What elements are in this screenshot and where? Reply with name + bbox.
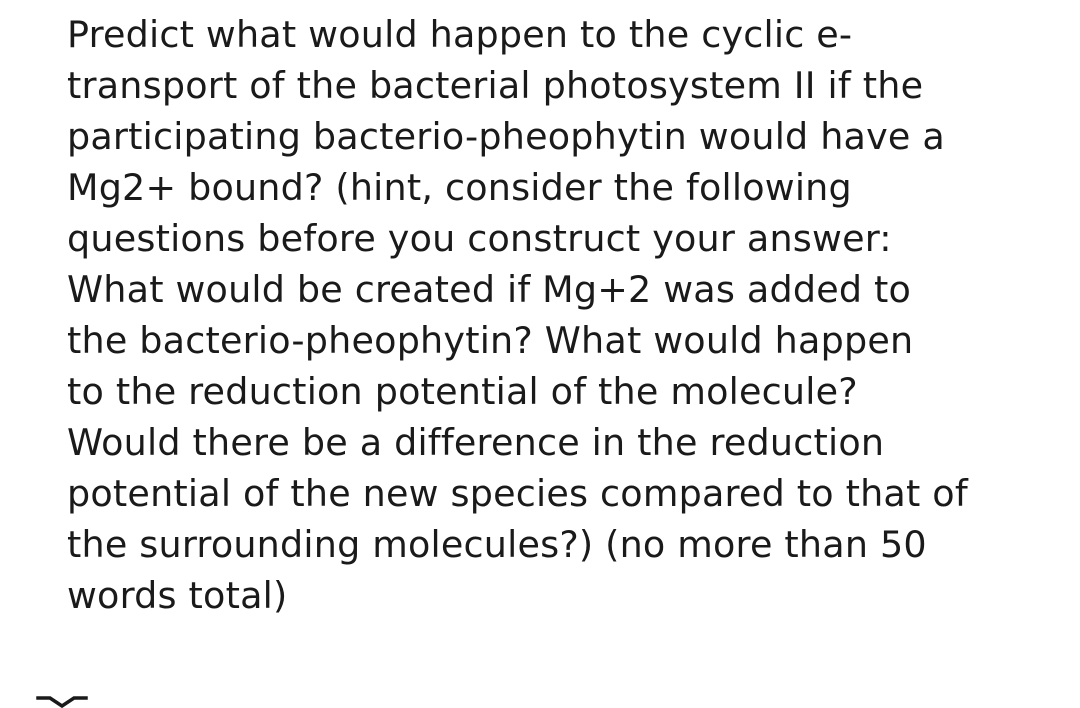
question-text [67, 9, 1067, 621]
question-line: Predict what would happen to the cyclic e- [67, 13, 853, 56]
question-line: potential of the new species compared to that of [67, 472, 968, 515]
question-line: to the reduction potential of the molecule? [67, 370, 858, 413]
question-line: the surrounding molecules?) (no more than 50 [67, 523, 927, 566]
question-line: the bacterio-pheophytin? What would happen [67, 319, 914, 362]
question-line: Would there be a difference in the reduction [67, 421, 885, 464]
question-line: Mg2+ bound? (hint, consider the following [67, 166, 852, 209]
question-line: transport of the bacterial photosystem II if the [67, 64, 924, 107]
question-line: What would be created if Mg+2 was added to [67, 268, 912, 311]
question-line: questions before you construct your answer: [67, 217, 892, 260]
question-line: participating bacterio-pheophytin would have a [67, 115, 945, 158]
cut-off-text-fragment [32, 696, 92, 708]
question-line: words total) [67, 574, 288, 617]
